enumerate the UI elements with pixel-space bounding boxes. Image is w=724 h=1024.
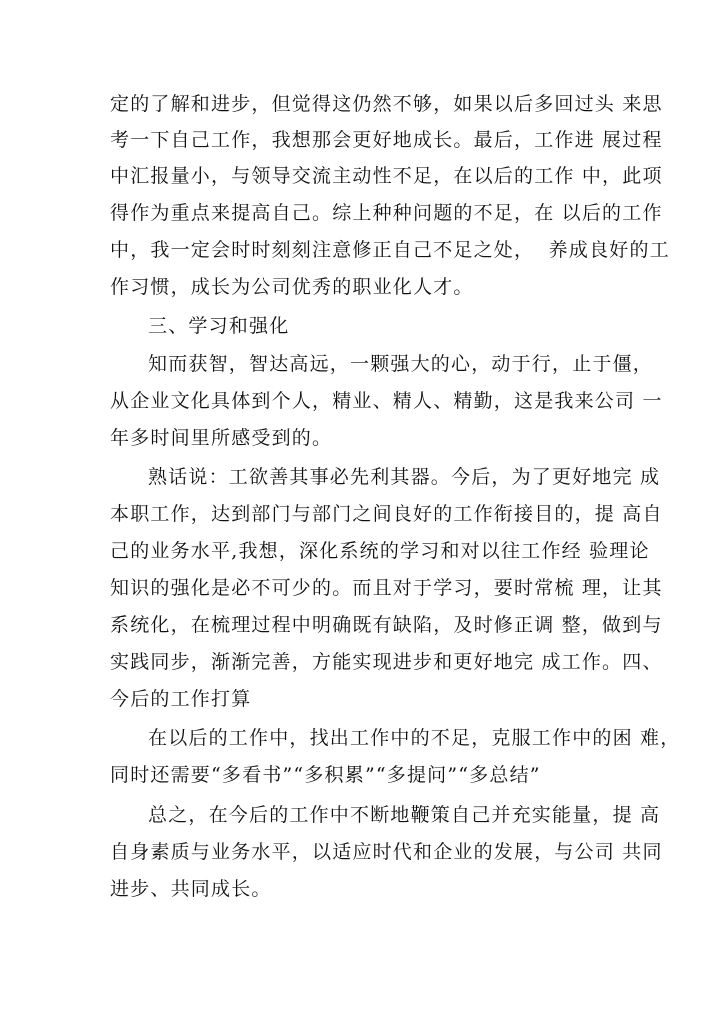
section-heading-learning: 三、学习和强化 <box>148 315 290 337</box>
paragraph-line: 己的业务水平,我想，深化系统的学习和对以往工作经 验理论 <box>110 540 650 562</box>
paragraph-line: 实践同步，渐渐完善，方能实现进步和更好地完 成工作。四、 <box>110 651 663 673</box>
paragraph-line: 定的了解和进步，但觉得这仍然不够，如果以后多回过头 来思 <box>110 93 663 115</box>
paragraph-line: 中，我一定会时时刻刻注意修正自己不足之处， 养成良好的工 <box>110 239 670 261</box>
paragraph-line: 从企业文化具体到个人，精业、精人、精勤，这是我来公司 一 <box>110 390 663 412</box>
paragraph-line: 知识的强化是必不可少的。而且对于学习，要时常梳 理，让其 <box>110 577 663 599</box>
paragraph-line: 进步、共同成长。 <box>110 878 272 900</box>
paragraph-line: 同时还需要“多看书”“多积累”“多提问”“多总结” <box>110 764 541 786</box>
paragraph-line: 知而获智，智达高远，一颗强大的心，动于行，止于僵， <box>148 353 654 375</box>
paragraph-line: 自身素质与业务水平，以适应时代和企业的发展，与公司 共同 <box>110 841 663 863</box>
paragraph-line: 在以后的工作中，找出工作中的不足，克服工作中的困 难， <box>148 727 681 749</box>
paragraph-line: 总之，在今后的工作中不断地鞭策自己并充实能量，提 高 <box>148 804 661 826</box>
paragraph-line: 熟话说：工欲善其事必先利其器。今后，为了更好地完 成 <box>148 466 661 488</box>
paragraph-line: 年多时间里所感受到的。 <box>110 427 333 449</box>
paragraph-line: 本职工作，达到部门与部门之间良好的工作衔接目的，提 高自 <box>110 503 663 525</box>
paragraph-line: 系统化，在梳理过程中明确既有缺陷，及时修正调 整，做到与 <box>110 614 663 636</box>
paragraph-line: 作习惯，成长为公司优秀的职业化人才。 <box>110 276 474 298</box>
section-heading-plan: 今后的工作打算 <box>110 688 252 710</box>
paragraph-line: 得作为重点来提高自己。综上种种问题的不足，在 以后的工作 <box>110 202 663 224</box>
paragraph-line: 考一下自己工作，我想那会更好地成长。最后，工作进 展过程 <box>110 129 663 151</box>
paragraph-line: 中汇报量小，与领导交流主动性不足，在以后的工作 中，此项 <box>110 165 663 187</box>
